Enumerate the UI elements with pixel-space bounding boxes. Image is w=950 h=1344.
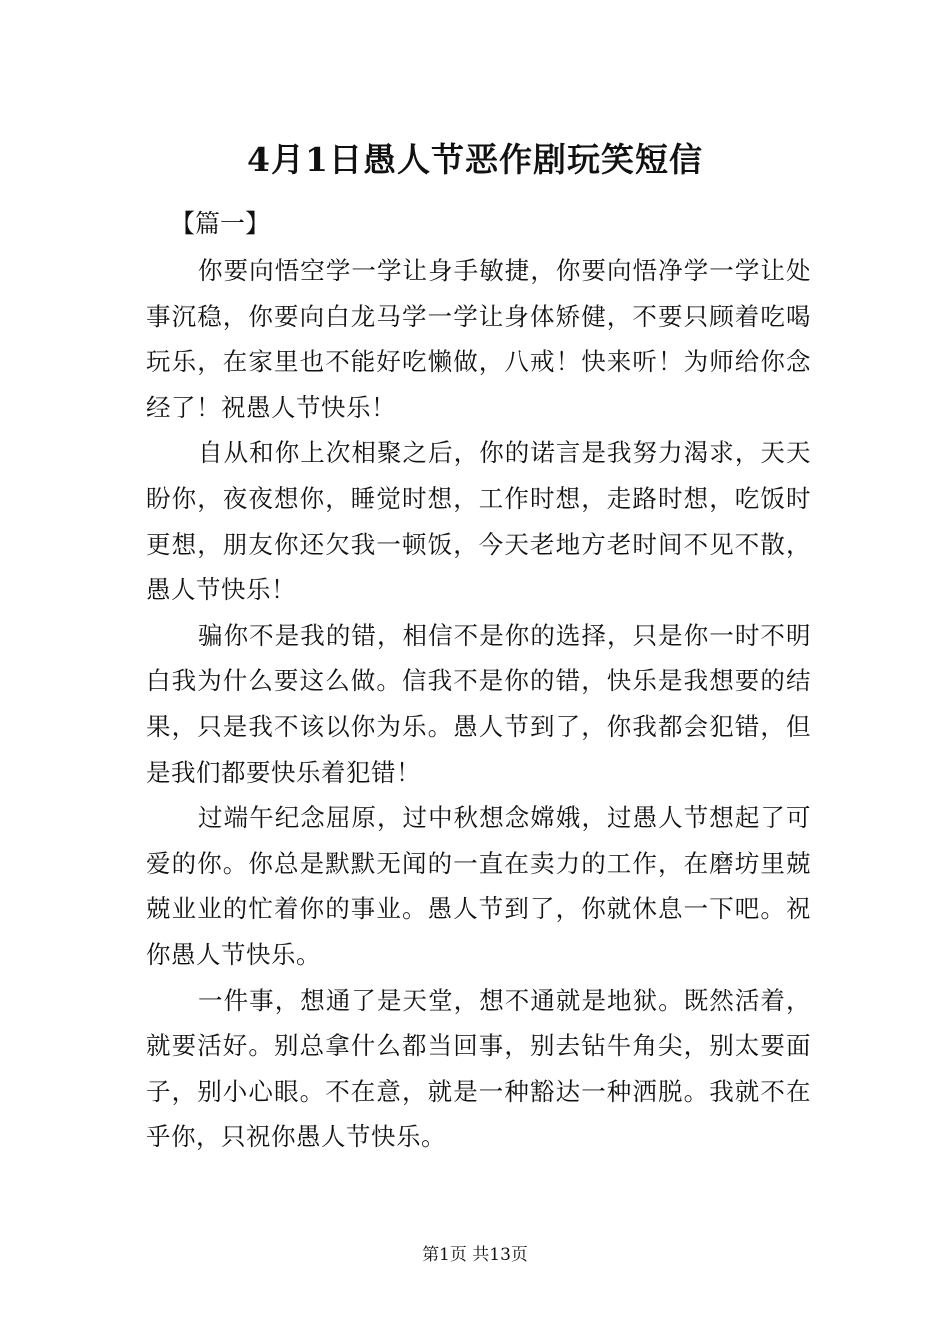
paragraph: 一件事，想通了是天堂，想不通就是地狱。既然活着，就要活好。别总拿什么都当回事，别去钻牛角尖，别太要面子，别小心眼。不在意，就是一种豁达一种洒脱。我就不在乎你，只祝你愚人节快乐。 (146, 985, 811, 1152)
document-body (146, 248, 811, 1160)
page-footer: 第1页 共13页 (422, 1245, 528, 1265)
paragraph: 你要向悟空学一学让身手敏捷，你要向悟净学一学让处事沉稳，你要向白龙马学一学让身体矫健，不要只顾着吃喝玩乐，在家里也不能好吃懒做，八戒！快来听！为师给你念经了！祝愚人节快乐！ (146, 256, 811, 422)
paragraph: 自从和你上次相聚之后，你的诺言是我努力渴求，天天盼你，夜夜想你，睡觉时想，工作时想，走路时想，吃饭时更想，朋友你还欠我一顿饭，今天老地方老时间不见不散，愚人节快乐！ (146, 438, 811, 605)
paragraph: 过端午纪念屈原，过中秋想念嫦娥，过愚人节想起了可爱的你。你总是默默无闻的一直在卖力的工作，在磨坊里兢兢业业的忙着你的事业。愚人节到了，你就休息一下吧。祝你愚人节快乐。 (146, 803, 811, 969)
section-label: 【篇一】 (170, 209, 271, 238)
document-title: 4月1日愚人节恶作剧玩笑短信 (247, 140, 703, 179)
paragraph: 骗你不是我的错，相信不是你的选择，只是你一时不明白我为什么要这么做。信我不是你的错，快乐是我想要的结果，只是我不该以你为乐。愚人节到了，你我都会犯错，但是我们都要快乐着犯错！ (146, 620, 811, 787)
